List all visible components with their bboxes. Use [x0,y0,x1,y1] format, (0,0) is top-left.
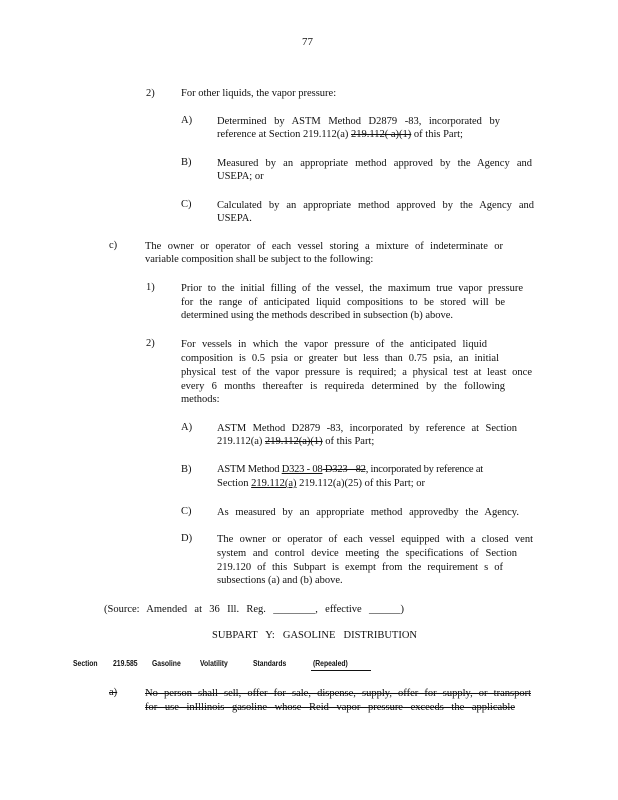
item-c1-line2 [181,296,505,310]
source-line [104,603,404,617]
item-2a-line2-post: of this Part; [411,129,463,140]
item-c2-line2-text: composition is 0.5 psia or greater but less than 0.75 psia, an initial [181,353,499,364]
item-c2b-line1 [217,464,483,475]
item-c2-line2 [181,352,499,366]
item-a-line1-text: No person shall sell, offer for sale, dispense, supply, offer for supply, or transport [145,688,531,699]
item-c2a-label: A) [181,422,193,433]
item-c-line2: variable composition shall be subject to the following: [145,254,374,265]
item-c2a-line2-strike: 219.112(a)(1) [265,436,323,447]
item-c2a-line2-pre: 219.112(a) [217,436,266,447]
item-2a-line2-strike: 219.112( a)(1) [351,129,412,140]
item-c2d-line3-text: 219.120 of this Subpart is exempt from the requirement s of [217,562,503,573]
item-2a-line1: Determined by ASTM Method D2879 -83, incorporated by [217,116,500,127]
item-c2d-line3 [217,561,503,575]
item-c-label: c) [109,240,118,251]
item-c2a-line1-text: ASTM Method D2879 -83, incorporated by reference at Section [217,423,517,434]
item-c1-line1 [181,282,523,296]
item-c2d-line1-text: The owner or operator of each vessel equipped with a closed vent [217,534,533,545]
item-c2-line4 [181,380,505,394]
item-c2-line5: methods: [181,394,220,405]
item-c2d-line2 [217,547,517,561]
item-2b-line2: USEPA; or [217,171,264,182]
section-word: Section [73,659,98,668]
item-c2-line1 [181,338,487,352]
item-2-label: 2) [146,88,155,99]
item-c2b-line1-pre: ASTM Method [217,464,282,475]
item-c1-label: 1) [146,282,155,293]
item-2c-label: C) [181,199,192,210]
item-c1-line3: determined using the methods described in subsection (b) above. [181,310,454,321]
section-title-4: (Repealed) [313,659,348,668]
item-c2b-line2-strike: 219.112(a)(25) [296,478,363,489]
item-c2d-line1 [217,533,533,547]
page-number: 77 [302,36,313,48]
item-c2a-line1 [217,422,517,436]
item-c2b-line1-post: , incorporated by reference at [365,464,483,475]
item-c2d-line4: subsections (a) and (b) above. [217,575,343,586]
item-2b-line1-text: Measured by an appropriate method approved by the Agency and [217,158,532,169]
item-c2-line3-text: physical test of the vapor pressure is required; a physical test at least once [181,367,532,378]
item-c2b-line2-ul: 219.112(a) [251,478,297,489]
item-c2b-line2-post: of this Part; or [362,478,426,489]
item-a-line2 [145,701,515,715]
item-c2d-line2-text: system and control device meeting the specifications of Section [217,548,517,559]
item-2c-line1 [217,199,534,213]
source-line-text: (Source: Amended at 36 Ill. Reg. ________, effective ______) [104,604,404,615]
item-a-label: a) [109,687,118,698]
item-c2b-line1-strike: D323 - 82 [322,464,366,475]
item-2c-line1-text: Calculated by an appropriate method approved by the Agency and [217,200,534,211]
item-c2c-label: C) [181,506,192,517]
item-c2-label: 2) [146,338,155,349]
section-heading [73,659,373,673]
section-title-2: Volatility [200,659,228,668]
item-c2b-label: B) [181,464,192,475]
item-a-line1 [145,687,531,701]
subpart-title-text: SUBPART Y: GASOLINE DISTRIBUTION [212,630,417,641]
section-heading-underline [311,670,371,671]
subpart-title [212,629,417,643]
item-2a-line2 [217,129,463,140]
item-c2-line1-text: For vessels in which the vapor pressure of the anticipated liquid [181,339,487,350]
item-c2-line3 [181,366,532,380]
item-2b-line1 [217,157,532,171]
item-2a-label: A) [181,115,193,126]
item-2-text: For other liquids, the vapor pressure: [181,88,337,99]
item-a-line2-text: for use inIllinois gasoline whose Reid vapor pressure exceeds the applicable [145,702,515,713]
item-c2c-line1 [217,506,519,520]
item-c2a-line2-post: of this Part; [322,436,375,447]
item-c2b-line2-pre: Section [217,478,252,489]
item-c2b-line1-ul: D323 - 08 [281,464,323,475]
item-2b-label: B) [181,157,192,168]
item-2c-line2: USEPA. [217,213,252,224]
item-c2b-line2 [217,478,425,489]
item-2a-line2-pre: reference at Section 219.112(a) [217,129,352,140]
section-title-1: Gasoline [152,659,181,668]
item-c2a-line2 [217,436,374,447]
item-2a-text [217,115,500,129]
item-c1-line1-text: Prior to the initial filling of the vessel, the maximum true vapor pressure [181,283,523,294]
item-c1-line2-text: for the range of anticipated liquid compositions to be stored will be [181,297,505,308]
item-c2-line4-text: every 6 months thereafter is requireda determined by the following [181,381,505,392]
section-title-3: Standards [253,659,287,668]
section-number: 219.585 [113,659,138,668]
item-c-line1-text: The owner or operator of each vessel storing a mixture of indeterminate or [145,241,503,252]
item-c-line1 [145,240,503,254]
item-c2d-label: D) [181,533,193,544]
item-c2c-line1-text: As measured by an appropriate method approvedby the Agency. [217,507,519,518]
